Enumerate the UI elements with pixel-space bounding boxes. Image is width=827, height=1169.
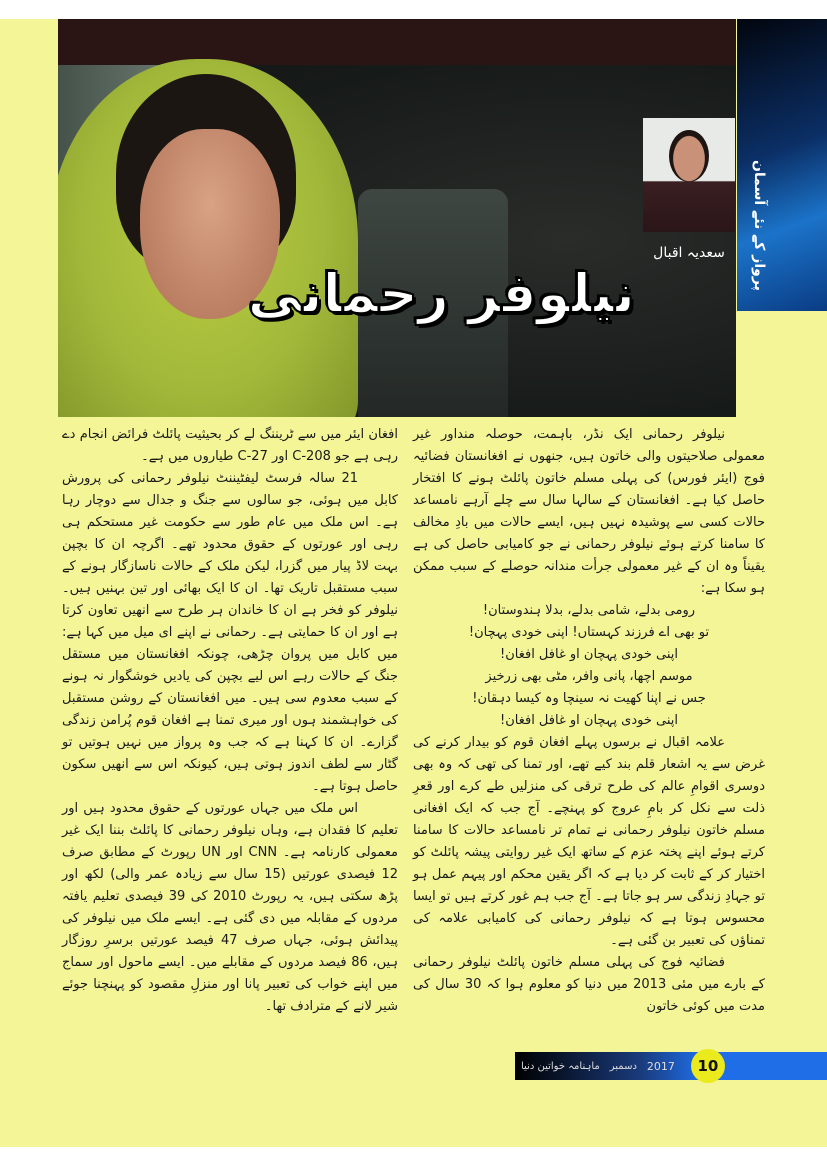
poem-line: اپنی خودی پہچان او غافل افغان! (499, 647, 679, 662)
author-portrait (669, 130, 709, 182)
magazine-name: ماہنامہ خواتین دنیا (521, 1060, 600, 1072)
poem-line: تو بھی اے فرزند کہستاں! اپنی خودی پہچان! (468, 625, 710, 640)
poem-line: رومی بدلے، شامی بدلے، بدلا ہندوستان! (482, 603, 696, 618)
photo-top-band (58, 19, 736, 65)
left-column (62, 424, 398, 1018)
series-title: پرواز کے نئے آسمان (751, 159, 767, 291)
author-photo (643, 118, 735, 232)
page-number: 10 (691, 1049, 725, 1083)
intro-paragraph: نیلوفر رحمانی ایک نڈر، باہمت، حوصلہ منداور غیر معمولی صلاحیتوں والی خاتون ہیں، جنھوں نے افغانستان فضائیہ فوج (ایئر فورس) کی پہلی مسلم خاتون پائلٹ ہونے کا افتخار حاصل کیا ہے۔ افغانستان کے سالہا سال سے چلے آرہے نامساعد حالات کسی سے پوشیدہ نہیں ہیں، ایسے حالات میں بادِ مخالف کا سامنا کرتے ہوئے نیلوفر رحمانی نے جو کامیابی حاصل کی ہے یقیناً وہ ان کے غیر معمولی جرأت مندانہ حوصلے کے سبب ممکن ہو سکا ہے: (413, 427, 765, 596)
page-footer (515, 1052, 827, 1080)
body-paragraph: اس ملک میں جہاں عورتوں کے حقوق محدود ہیں اور تعلیم کا فقدان ہے، وہاں نیلوفر رحمانی کا پائلٹ بننا ایک غیر معمولی کارنامہ ہے۔ CNN اور UN رپورٹ کے مطابق صرف 12 فیصدی عورتیں (15 سال سے زیادہ عمر والی) لکھ اور پڑھ سکتی ہیں، یہ رپورٹ 2010 کی 39 فیصدی تعلیم یافتہ مردوں کے مقابلہ میں دی گئی ہے۔ ایسے ملک میں نیلوفر کی پیدائش ہوئی، جہاں صرف 47 فیصد عورتیں برسرِ روزگار ہیں، 86 فیصد مردوں کے مقابلے میں۔ ایسے ماحول اور سماج میں اپنے خواب کی تعبیر پانا اور منزلِ مقصود کو پہنچنا جوئے شیر لانے کے مترادف تھا۔ (62, 801, 399, 1014)
poem-line: جس نے اپنا کھیت نہ سینچا وہ کیسا دہقان! (472, 691, 706, 706)
issue-year: 2017 (646, 1059, 675, 1073)
body-paragraph: فضائیہ فوج کی پہلی مسلم خاتون پائلٹ نیلوفر رحمانی کے بارے میں مئی 2013 میں دنیا کو معلوم ہوا کہ 30 سال کی مدت میں کوئی خاتون (413, 955, 765, 1014)
poem-line: اپنی خودی پہچان او غافل افغان! (499, 713, 679, 728)
body-paragraph: علامہ اقبال نے برسوں پہلے افغان قوم کو بیدار کرنے کی غرض سے یہ اشعار قلم بند کیے تھے، اور تمنا کی تھی کہ وہ بھی دوسری اقوامِ عالم کی طرح ترقی کی منزلیں طے کرے اور قعرِ ذلت سے نکل کر بامِ عروج کو پہنچے۔ آج جب کہ ایک افغانی مسلم خاتون نیلوفر رحمانی نے تمام تر نامساعد حالات کا سامنا کرتے ہوئے اپنے پختہ عزم کے ساتھ ایک غیر روایتی پیشہ پائلٹ کو اختیار کر کے ثابت کر دیا ہے کہ اگر یقین محکم اور پیہم عمل ہو تو جہادِ زندگی سر ہو جاتا ہے۔ آج جب ہم غور کرتے ہیں تو ایسا محسوس ہوتا ہے کہ نیلوفر رحمانی کی کامیابی علامہ کی تمناؤں کی تعبیر بن گئی ہے۔ (413, 735, 765, 948)
author-name: سعدیہ اقبال (653, 245, 725, 261)
body-paragraph: 21 سالہ فرسٹ لیفٹیننٹ نیلوفر رحمانی کی پرورش کابل میں ہوئی، جو سالوں سے جنگ و جدال سے دوچار رہا ہے۔ اس ملک میں عام طور سے حکومت غیر مستحکم ہی رہی اور عورتوں کے حقوق محدود تھے۔ اگرچہ ان کا بچپن بہت لاڈ پیار میں گزرا، لیکن ملک کے حالات ناسازگار ہونے کے سبب مستقبل تاریک تھا۔ ان کا ایک بھائی اور تین بہنیں ہیں۔ نیلوفر کو فخر ہے ان کا خاندان ہر طرح سے انھیں تعاون کرتا ہے اور ان کا حمایتی ہے۔ رحمانی نے اپنے ای میل میں کہا ہے: میں کابل میں پروان چڑھی، چونکہ افغانستان میں مستقل جنگ کے حالات رہے اس لیے بچپن کی یادیں خوشگوار نہ ہونے کے سبب معدوم سی ہیں۔ میں افغانستان کے روشن مستقبل کی خواہشمند ہوں اور میری تمنا ہے افغان قوم پُرامن زندگی گزارے۔ ان کا کہنا ہے کہ جب وہ پرواز میں نہیں ہوتیں تو گٹار سے لطف اندوز ہوتی ہیں، کیونکہ اس سے انھیں سکون حاصل ہوتا ہے۔ (62, 471, 398, 794)
issue-month: دسمبر (609, 1060, 637, 1072)
body-paragraph: افغان ایئر میں سے ٹریننگ لے کر بحیثیت پائلٹ فرائض انجام دے رہی ہے جو C-208 اور C-27 طیاروں میں ہے۔ (62, 427, 398, 464)
right-column (413, 424, 765, 1018)
hero-photo (58, 19, 736, 417)
poem-line: موسم اچھا، پانی وافر، مٹی بھی زرخیز (485, 669, 693, 684)
article-title: نیلوفر رحمانی (247, 262, 635, 325)
